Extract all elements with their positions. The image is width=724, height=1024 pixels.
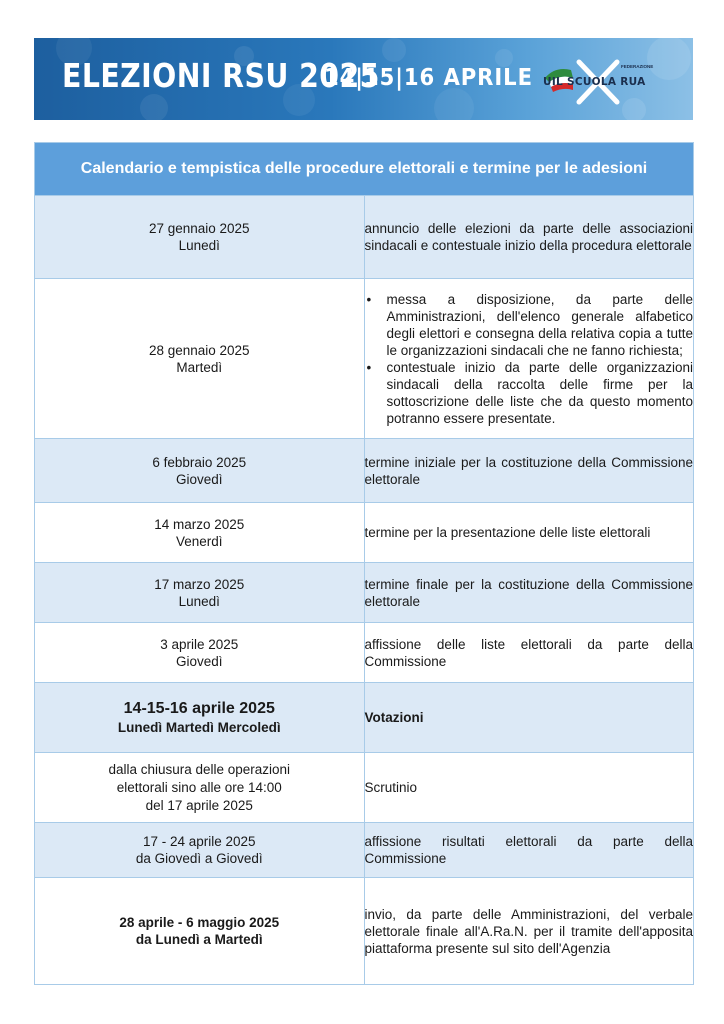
day-text: Venerdì bbox=[175, 533, 223, 549]
table-row bbox=[35, 753, 694, 823]
logo-federazione-text: FEDERAZIONE bbox=[621, 64, 654, 69]
uil-scuola-logo bbox=[537, 56, 654, 106]
table-row bbox=[35, 683, 694, 753]
day-text: da Giovedì a Giovedì bbox=[135, 851, 263, 866]
date-text-line: dalla chiusura delle operazioni bbox=[108, 761, 291, 777]
bullet-list bbox=[365, 291, 694, 427]
description-cell: invio, da parte delle Amministrazioni, del verbale elettorale finale all'A.Ra.N. per il tramite dell'apposita piattaforma presente sul sito dell'Agenzia bbox=[364, 878, 694, 985]
banner-title: ELEZIONI RSU 2025 bbox=[62, 56, 380, 95]
date-text: 28 aprile - 6 maggio 2025 bbox=[119, 915, 280, 930]
table-header: Calendario e tempistica delle procedure elettorali e termine per le adesioni bbox=[35, 143, 694, 196]
description-cell: Scrutinio bbox=[364, 753, 694, 823]
calendar-table bbox=[34, 142, 694, 985]
description-cell: Votazioni bbox=[364, 683, 694, 753]
date-text: 17 marzo 2025 bbox=[154, 576, 245, 592]
description-cell: termine iniziale per la costituzione della Commissione elettorale bbox=[364, 439, 694, 503]
date-text: 28 gennaio 2025 bbox=[148, 342, 250, 358]
date-text: 14 marzo 2025 bbox=[154, 516, 245, 532]
table-row bbox=[35, 823, 694, 878]
date-cell bbox=[35, 279, 365, 439]
date-text: 6 febbraio 2025 bbox=[152, 454, 247, 470]
table-row bbox=[35, 623, 694, 683]
date-cell bbox=[35, 753, 365, 823]
table-row bbox=[35, 878, 694, 985]
header-banner bbox=[34, 38, 693, 120]
date-text: 17 - 24 aprile 2025 bbox=[142, 834, 256, 849]
banner-dates: 14|15|16 APRILE bbox=[324, 65, 533, 91]
description-cell: annuncio delle elezioni da parte delle associazioni sindacali e contestuale inizio della procedura elettorale bbox=[364, 196, 694, 279]
day-text: Martedì bbox=[176, 359, 223, 375]
description-cell: termine finale per la costituzione della Commissione elettorale bbox=[364, 563, 694, 623]
logo-text: UIL SCUOLA RUA bbox=[543, 76, 646, 88]
table-row bbox=[35, 439, 694, 503]
day-text: Giovedì bbox=[175, 653, 223, 669]
date-cell bbox=[35, 563, 365, 623]
date-text-line: del 17 aprile 2025 bbox=[145, 797, 253, 813]
date-text: 14-15-16 aprile 2025 bbox=[123, 700, 275, 717]
table-row bbox=[35, 196, 694, 279]
description-cell bbox=[364, 279, 694, 439]
description-cell: affissione delle liste elettorali da parte della Commissione bbox=[364, 623, 694, 683]
description-cell: termine per la presentazione delle liste elettorali bbox=[364, 503, 694, 563]
date-text-line: elettorali sino alle ore 14:00 bbox=[116, 779, 282, 795]
date-cell bbox=[35, 439, 365, 503]
date-cell bbox=[35, 503, 365, 563]
date-cell bbox=[35, 623, 365, 683]
day-text: da Lunedì a Martedì bbox=[135, 932, 263, 947]
day-text: Lunedì Martedì Mercoledì bbox=[117, 720, 281, 735]
bullet-item: • messa a disposizione, da parte delle Amministrazioni, dell'elenco generale alfabetico degli elettori e consegna della relativa copia a tutte le organizzazioni sindacali che ne fanno richiesta; bbox=[387, 291, 694, 359]
date-cell bbox=[35, 196, 365, 279]
table-row bbox=[35, 279, 694, 439]
day-text: Giovedì bbox=[175, 471, 223, 487]
day-text: Lunedì bbox=[178, 238, 220, 253]
bullet-item: • contestuale inizio da parte delle organizzazioni sindacali della raccolta delle firme per la sottoscrizione delle liste che da questo momento potranno essere presentate. bbox=[387, 359, 694, 427]
date-text: 3 aprile 2025 bbox=[160, 636, 239, 652]
table-row bbox=[35, 563, 694, 623]
date-cell bbox=[35, 823, 365, 878]
date-cell bbox=[35, 878, 365, 985]
date-cell bbox=[35, 683, 365, 753]
table-row bbox=[35, 503, 694, 563]
day-text: Lunedì bbox=[178, 593, 220, 609]
date-text: 27 gennaio 2025 bbox=[148, 221, 250, 236]
description-cell: affissione risultati elettorali da parte della Commissione bbox=[364, 823, 694, 878]
